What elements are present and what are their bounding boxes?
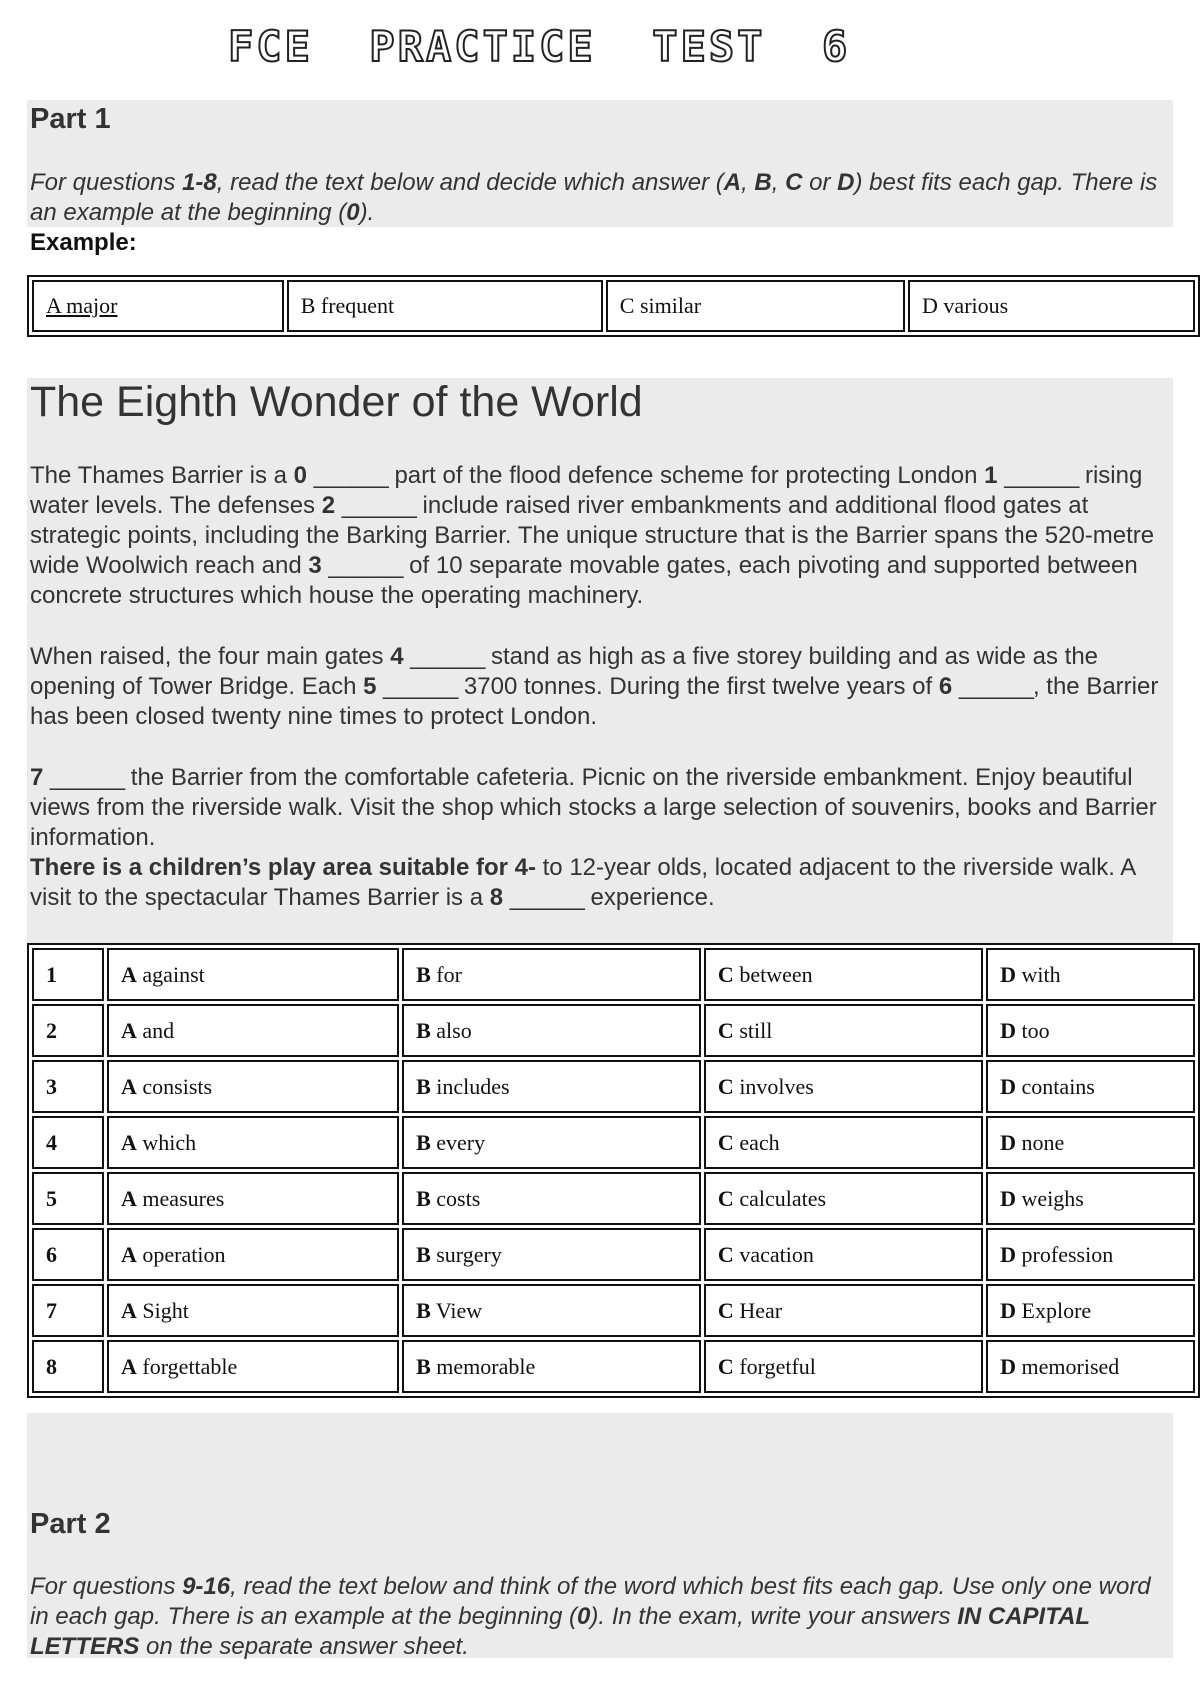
question-4-option-a: A which [107,1116,399,1169]
question-5-option-d: D weighs [986,1172,1195,1225]
example-label: Example: [30,229,137,256]
question-2-option-a: A and [107,1004,399,1057]
question-number: 2 [32,1004,104,1057]
question-number: 4 [32,1116,104,1169]
question-8-option-d: D memorised [986,1340,1195,1393]
example-option-a: A major [32,280,284,332]
question-1-option-b: B for [402,948,701,1001]
question-number: 3 [32,1060,104,1113]
part2-instructions: For questions 9-16, read the text below and think of the word which best fits each gap. Use only one word in each gap. There is an example at the beginning (0). In the exam, write your answers IN CAPITAL LETTERS on the separate answer sheet. [30,1573,1151,1660]
question-number: 7 [32,1284,104,1337]
question-6-option-d: D profession [986,1228,1195,1281]
question-8-option-a: A forgettable [107,1340,399,1393]
example-options-table [27,275,1200,337]
question-3-option-a: A consists [107,1060,399,1113]
question-row-8 [32,1340,1195,1393]
question-3-option-b: B includes [402,1060,701,1113]
question-row-5 [32,1172,1195,1225]
question-number: 8 [32,1340,104,1393]
questions-table [27,943,1200,1398]
question-row-2 [32,1004,1195,1057]
part2-heading: Part 2 [30,1508,111,1540]
article-paragraph-2: When raised, the four main gates 4 ______ stand as high as a five storey building and as wide as the opening of Tower Bridge. Each 5 ______ 3700 tonnes. During the first twelve years of 6 ______, the Barrier has been closed twenty nine times to protect London. [30,643,1159,730]
question-4-option-b: B every [402,1116,701,1169]
question-row-1 [32,948,1195,1001]
question-2-option-d: D too [986,1004,1195,1057]
question-number: 6 [32,1228,104,1281]
part1-heading: Part 1 [30,103,111,135]
question-row-6 [32,1228,1195,1281]
question-5-option-c: C calculates [704,1172,983,1225]
page-title: FCE PRACTICE TEST 6 [228,22,851,71]
question-7-option-c: C Hear [704,1284,983,1337]
article-title: The Eighth Wonder of the World [30,378,643,426]
question-6-option-b: B surgery [402,1228,701,1281]
question-2-option-c: C still [704,1004,983,1057]
question-5-option-a: A measures [107,1172,399,1225]
example-option-b: B frequent [287,280,603,332]
question-7-option-b: B View [402,1284,701,1337]
question-4-option-d: D none [986,1116,1195,1169]
question-number: 5 [32,1172,104,1225]
question-row-7 [32,1284,1195,1337]
question-8-option-c: C forgetful [704,1340,983,1393]
question-1-option-a: A against [107,948,399,1001]
question-row-4 [32,1116,1195,1169]
article-paragraph-1: The Thames Barrier is a 0 ______ part of the flood defence scheme for protecting London 1 ______ rising water levels. The defenses 2 ______ include raised river embankments and additional flood gates at strategic points, including the Barking Barrier. The unique structure that is the Barrier spans the 520-metre wide Woolwich reach and 3 ______ of 10 separate movable gates, each pivoting and supported between concrete structures which house the operating machinery. [30,462,1155,609]
question-5-option-b: B costs [402,1172,701,1225]
question-3-option-d: D contains [986,1060,1195,1113]
question-1-option-d: D with [986,948,1195,1001]
question-3-option-c: C involves [704,1060,983,1113]
question-number: 1 [32,948,104,1001]
question-7-option-a: A Sight [107,1284,399,1337]
question-row-3 [32,1060,1195,1113]
question-8-option-b: B memorable [402,1340,701,1393]
question-7-option-d: D Explore [986,1284,1195,1337]
example-option-d: D various [908,280,1195,332]
question-6-option-a: A operation [107,1228,399,1281]
question-4-option-c: C each [704,1116,983,1169]
question-6-option-c: C vacation [704,1228,983,1281]
question-2-option-b: B also [402,1004,701,1057]
article-paragraph-3: 7 ______ the Barrier from the comfortable cafeteria. Picnic on the riverside embankment. Enjoy beautiful views from the riverside walk. Visit the shop which stocks a large selection of souvenirs, books and Barrier information. There is a children’s play area suitable for 4- to 12-year olds, located adjacent to the riverside walk. A visit to the spectacular Thames Barrier is a 8 ______ experience. [30,764,1157,911]
example-option-c: C similar [606,280,905,332]
question-1-option-c: C between [704,948,983,1001]
part1-instructions: For questions 1-8, read the text below and decide which answer (A, B, C or D) best fits each gap. There is an example at the beginning (0). [30,169,1158,226]
